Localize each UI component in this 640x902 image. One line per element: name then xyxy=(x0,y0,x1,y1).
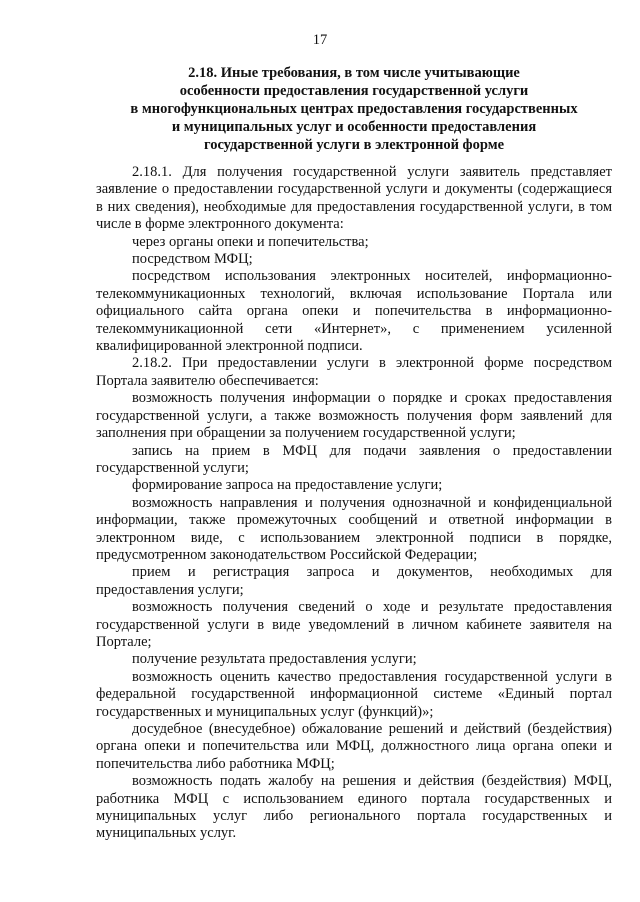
list-item-complaint: возможность подать жалобу на решения и действия (бездействия) МФЦ, работника МФЦ с использованием единого портала государственных и муниципальных услуг либо регионального портала государственных и муниципальных услуг. xyxy=(96,773,612,842)
list-item-electronic: посредством использования электронных носителей, информационно-телекоммуникационных технологий, включая использование Портала или официального сайта органа опеки и попечительства в информационно-телекоммуникационной сети «Интернет», с применением усиленной квалифицированной электронной подписи. xyxy=(96,268,612,355)
list-item-registration: прием и регистрация запроса и документов, необходимых для предоставления услуги; xyxy=(96,564,612,598)
page-number: 17 xyxy=(312,32,328,48)
list-item-mfc: посредством МФЦ; xyxy=(132,251,253,268)
list-item-quality: возможность оценить качество предоставления государственной услуги в федеральной государственной информационной системе «Единый портал государственных и муниципальных услуг (функций)»; xyxy=(96,668,612,720)
paragraph-2-18-2: 2.18.2. При предоставлении услуги в электронной форме посредством Портала заявителю обеспечивается: xyxy=(96,355,612,389)
list-item-messaging: возможность направления и получения однозначной и конфиденциальной информации, также промежуточных сообщений и ответной информации в электронном виде, с использованием электронной подписи в порядке, предусмотренном законодательством Российской Федерации; xyxy=(96,494,612,563)
heading-line: государственной услуги в электронной форме xyxy=(203,137,505,153)
list-item-result: получение результата предоставления услуги; xyxy=(132,651,417,668)
heading-line: 2.18. Иные требования, в том числе учитывающие xyxy=(188,65,520,81)
heading-line: в многофункциональных центрах предоставления государственных xyxy=(130,101,578,117)
heading-line: особенности предоставления государственной услуги xyxy=(179,83,529,99)
list-item-appointment: запись на прием в МФЦ для подачи заявления о предоставлении государственной услуги; xyxy=(96,442,612,476)
list-item-information: возможность получения информации о порядке и сроках предоставления государственной услуги, а также возможность получения форм заявлений для заполнения при обращении за получением государственной услуги; xyxy=(96,390,612,442)
list-item-appeal: досудебное (внесудебное) обжалование решений и действий (бездействия) органа опеки и попечительства или МФЦ, должностного лица органа опеки и попечительства либо работника МФЦ; xyxy=(96,721,612,772)
heading-line: и муниципальных услуг и особенности предоставления xyxy=(171,119,537,135)
list-item-guardianship: через органы опеки и попечительства; xyxy=(132,233,369,250)
paragraph-2-18-1: 2.18.1. Для получения государственной услуги заявитель представляет заявление о предоставлении государственной услуги и документы (содержащиеся в них сведения), необходимые для предоставления государственной услуги, в том числе в форме электронного документа: xyxy=(96,164,612,233)
list-item-status: возможность получения сведений о ходе и результате предоставления государственной услуги в виде уведомлений в личном кабинете заявителя на Портале; xyxy=(96,599,612,650)
section-heading xyxy=(96,64,612,154)
section-body xyxy=(96,164,612,843)
list-item-request: формирование запроса на предоставление услуги; xyxy=(132,477,443,494)
